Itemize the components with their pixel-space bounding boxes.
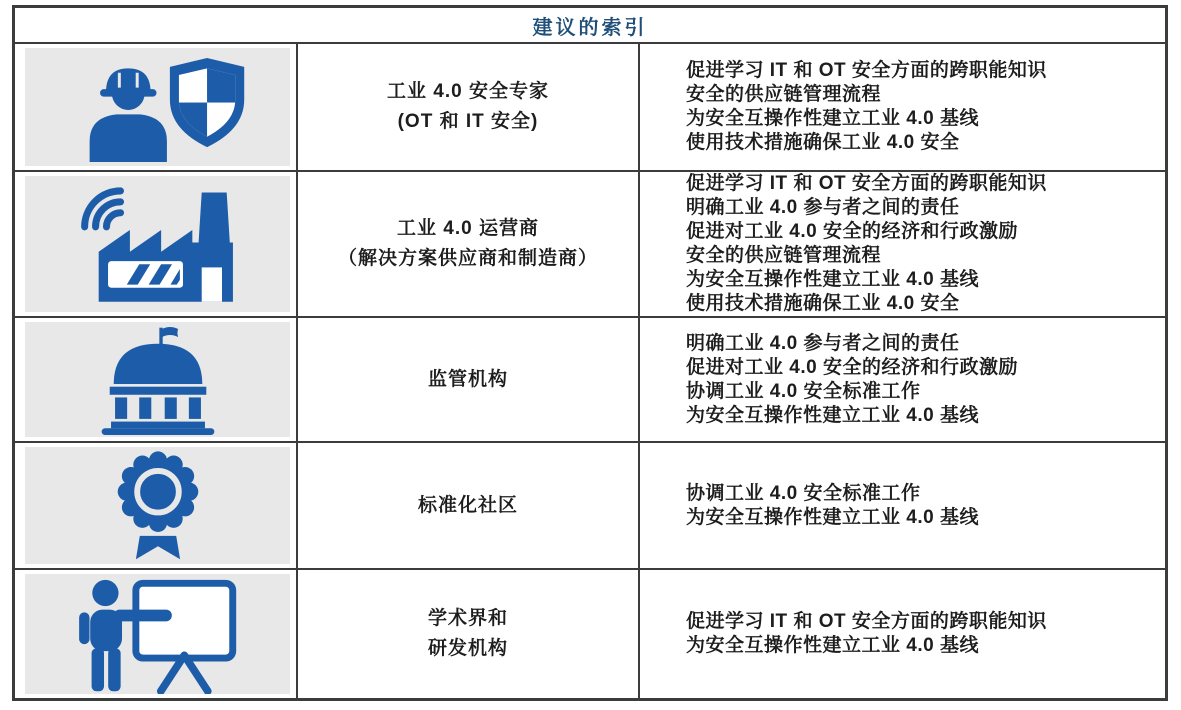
icon-box xyxy=(25,48,290,166)
recommendation-item: 协调工业 4.0 安全标准工作 xyxy=(686,380,921,402)
role-line: 学术界和 xyxy=(427,608,508,629)
recommendation-item: 促进对工业 4.0 安全的经济和行政激励 xyxy=(686,221,1018,242)
recommendations-industry40-operators xyxy=(638,170,1165,316)
recommendations-standardization-community xyxy=(638,441,1165,568)
role-industry40-security-experts xyxy=(296,42,638,170)
recommendations-academia-rd xyxy=(638,568,1165,698)
recommendation-item: 为安全互操作性建立工业 4.0 基线 xyxy=(686,506,979,528)
award-ribbon-icon xyxy=(93,450,223,562)
role-line: (OT 和 IT 安全) xyxy=(397,111,539,132)
government-building-icon xyxy=(84,325,232,435)
row-regulators-icon-cell xyxy=(15,316,296,441)
role-line: 工业 4.0 安全专家 xyxy=(387,81,549,102)
recommendation-item: 促进学习 IT 和 OT 安全方面的跨职能知识 xyxy=(686,173,1047,194)
role-line: 研发机构 xyxy=(427,638,508,659)
row-industry40-operators-icon-cell xyxy=(15,170,296,316)
recommendation-item: 促进学习 IT 和 OT 安全方面的跨职能知识 xyxy=(686,611,1047,632)
icon-box xyxy=(25,176,290,312)
recommendation-item: 使用技术措施确保工业 4.0 安全 xyxy=(686,293,960,314)
recommendation-item: 为安全互操作性建立工业 4.0 基线 xyxy=(686,404,979,426)
role-line: （解决方案供应商和制造商） xyxy=(337,248,598,269)
recommendation-item: 促进学习 IT 和 OT 安全方面的跨职能知识 xyxy=(686,60,1047,81)
role-academia-rd xyxy=(296,568,638,698)
recommendations-regulators xyxy=(638,316,1165,441)
row-academia-rd-icon-cell xyxy=(15,568,296,698)
recommendation-item: 协调工业 4.0 安全标准工作 xyxy=(686,482,921,504)
icon-box xyxy=(25,574,290,694)
role-line: 监管机构 xyxy=(427,368,508,390)
role-line: 标准化社区 xyxy=(417,494,518,516)
recommendation-item: 明确工业 4.0 参与者之间的责任 xyxy=(686,332,960,354)
row-industry40-security-experts-icon-cell xyxy=(15,42,296,170)
icon-box xyxy=(25,322,290,437)
recommendation-item: 明确工业 4.0 参与者之间的责任 xyxy=(686,197,960,218)
recommendation-item: 为安全互操作性建立工业 4.0 基线 xyxy=(686,635,979,656)
recommendation-item: 为安全互操作性建立工业 4.0 基线 xyxy=(686,108,979,129)
role-standardization-community xyxy=(296,441,638,568)
recommendations-industry40-security-experts xyxy=(638,42,1165,170)
recommendation-item: 安全的供应链管理流程 xyxy=(686,245,882,266)
icon-box xyxy=(25,447,290,564)
role-regulators xyxy=(296,316,638,441)
recommendation-item: 为安全互操作性建立工业 4.0 基线 xyxy=(686,269,979,290)
presenter-board-icon xyxy=(72,575,244,694)
role-line: 工业 4.0 运营商 xyxy=(397,218,539,239)
row-standardization-community-icon-cell xyxy=(15,441,296,568)
recommendation-item: 促进对工业 4.0 安全的经济和行政激励 xyxy=(686,356,1018,378)
table-title: 建议的索引 xyxy=(532,16,648,39)
worker-shield-icon xyxy=(58,52,258,162)
smart-factory-icon xyxy=(52,180,264,308)
recommendation-item: 安全的供应链管理流程 xyxy=(686,84,882,105)
recommendation-item: 使用技术措施确保工业 4.0 安全 xyxy=(686,132,960,153)
role-industry40-operators xyxy=(296,170,638,316)
recommendation-index-table xyxy=(12,5,1168,701)
